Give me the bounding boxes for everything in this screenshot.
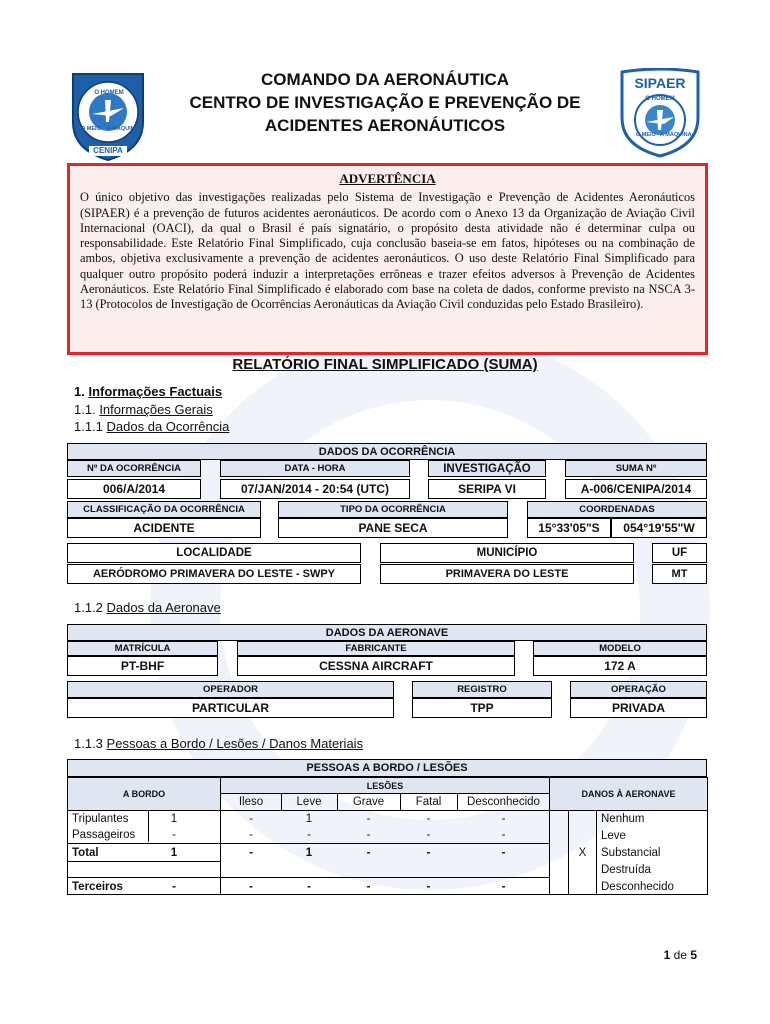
warning-title: ADVERTÊNCIA <box>339 171 436 186</box>
damage-item-destruida: Destruída <box>601 863 651 876</box>
total-leve: 1 <box>305 846 313 859</box>
occurrence-investigation-value: SERIPA VI <box>428 479 546 499</box>
section-1-1-heading <box>74 402 213 417</box>
occurrence-coordinates-label: COORDENADAS <box>527 501 707 518</box>
section-1-1-2-heading <box>74 600 221 615</box>
tripulantes-grave: - <box>366 813 371 825</box>
occurrence-classification-label: CLASSIFICAÇÃO DA OCORRÊNCIA <box>67 501 261 518</box>
row-terceiros-label: Terceiros <box>72 880 123 893</box>
row-tripulantes-label: Tripulantes <box>72 813 129 825</box>
row-passageiros-label: Passageiros <box>72 829 136 841</box>
occurrence-locality-label: LOCALIDADE <box>67 543 361 563</box>
page-current: 1 <box>663 948 671 962</box>
occurrence-investigation-label: INVESTIGAÇÃO <box>428 460 546 477</box>
row-total-aboard: 1 <box>170 846 178 859</box>
tripulantes-desconhecido: - <box>501 813 506 825</box>
people-damage-label: DANOS À AERONAVE <box>581 789 676 799</box>
section-1-1-3-heading <box>74 736 363 751</box>
damage-mark-desconhecido <box>569 878 596 895</box>
aircraft-operation-value: PRIVADA <box>570 698 707 718</box>
passageiros-ileso: - <box>249 829 253 841</box>
damage-mark-substancial: X <box>578 846 587 859</box>
damage-mark-leve <box>569 827 596 844</box>
grid-line <box>221 793 549 794</box>
section-1-1-1-number: 1.1.1 <box>74 419 103 434</box>
terceiros-grave: - <box>366 880 371 893</box>
aircraft-header: DADOS DA AERONAVE <box>67 624 707 641</box>
cenipa-logo-ring-left: O MEIO <box>81 126 101 132</box>
injury-col-leve: Leve <box>296 796 322 808</box>
occurrence-uf-label: UF <box>652 543 707 563</box>
damage-item-desconhecido: Desconhecido <box>601 880 674 893</box>
terceiros-ileso: - <box>249 880 253 893</box>
grid-line <box>400 794 401 810</box>
occurrence-uf-value: MT <box>652 564 707 584</box>
occurrence-locality-value: AERÓDROMO PRIMAVERA DO LESTE - SWPY <box>67 564 361 584</box>
damage-item-substancial: Substancial <box>601 846 661 859</box>
tripulantes-fatal: - <box>426 813 431 825</box>
row-passageiros-aboard: - <box>172 829 176 841</box>
total-fatal: - <box>426 846 431 859</box>
grid-line <box>457 794 458 810</box>
title-line-2: CENTRO DE INVESTIGAÇÃO E PREVENÇÃO DE <box>189 93 581 112</box>
aircraft-registration-value: PT-BHF <box>67 656 218 676</box>
aircraft-model-label: MODELO <box>533 641 707 656</box>
occurrence-latitude-value: 15°33'05"S <box>527 518 611 538</box>
section-1-1-1-title: Dados da Ocorrência <box>106 419 230 434</box>
people-header: PESSOAS A BORDO / LESÕES <box>67 759 707 777</box>
section-1-1-2-title: Dados da Aeronave <box>106 600 221 615</box>
passageiros-desconhecido: - <box>501 829 506 841</box>
aircraft-registry-value: TPP <box>412 698 552 718</box>
occurrence-longitude-value: 054°19'55"W <box>611 518 707 538</box>
injury-col-fatal: Fatal <box>415 796 442 808</box>
tripulantes-leve: 1 <box>305 813 313 825</box>
cenipa-logo-ring-right: A MÁQUINA <box>107 126 139 132</box>
aircraft-manufacturer-value: CESSNA AIRCRAFT <box>237 656 515 676</box>
cenipa-logo-ring-top: O HOMEM <box>94 90 124 96</box>
injury-col-desconhecido: Desconhecido <box>467 796 540 808</box>
row-tripulantes-aboard: 1 <box>170 813 178 825</box>
page-of: de <box>673 948 687 962</box>
occurrence-classification-value: ACIDENTE <box>67 518 261 538</box>
damage-mark-destruida <box>569 861 596 878</box>
sipaer-logo-ring-top: O HOMEM <box>645 96 675 102</box>
occurrence-number-label: Nº DA OCORRÊNCIA <box>67 460 201 477</box>
occurrence-type-label: TIPO DA OCORRÊNCIA <box>278 501 508 518</box>
row-total-label: Total <box>72 846 99 859</box>
report-title: RELATÓRIO FINAL SIMPLIFICADO (SUMA) <box>232 356 538 373</box>
grid-line <box>281 794 282 810</box>
aircraft-registry-label: REGISTRO <box>412 681 552 698</box>
warning-body: O único objetivo das investigações realizadas pelo Sistema de Investigação e Prevenção de Acidentes Aeronáuticos (SIPAER) é a prevenção de futuros acidentes aeronáuticos. De acordo com o Anexo 13 da Organização de Aviação Civil Internacional (OACI), da qual o Brasil é país signatário, o propósito desta atividade não é determinar culpa ou responsabilidade. Este Relatório Final Simplificado, cuja conclusão baseia-se em fatos, hipóteses ou na combinação de ambos, objetiva exclusivamente a prevenção de acidentes aeronáuticos. O uso deste Relatório Final Simplificado para qualquer outro propósito poderá induzir a interpretações errôneas e trazer efeitos adversos à Prevenção de Acidentes Aeronáuticos. Este Relatório Final Simplificado é elaborado com base na coleta de dados, conforme previsto na NSCA 3-13 (Protocolos de Investigação de Ocorrências Aeronáuticas da Aviação Civil conduzidas pelo Estado Brasileiro). <box>80 190 695 312</box>
sipaer-logo-ring-left: O MEIO <box>636 132 656 138</box>
page-total: 5 <box>690 948 697 962</box>
cenipa-logo <box>67 70 149 162</box>
occurrence-municipality-label: MUNICÍPIO <box>380 543 634 563</box>
people-injuries-label: LESÕES <box>366 780 404 791</box>
injury-col-ileso: Ileso <box>238 796 264 808</box>
terceiros-fatal: - <box>426 880 431 893</box>
injury-col-grave: Grave <box>352 796 385 808</box>
total-grave: - <box>366 846 371 859</box>
occurrence-municipality-value: PRIMAVERA DO LESTE <box>380 564 634 584</box>
occurrence-type-value: PANE SECA <box>278 518 508 538</box>
aircraft-manufacturer-label: FABRICANTE <box>237 641 515 656</box>
document-header-title <box>150 68 620 137</box>
page-number <box>664 948 697 962</box>
aircraft-model-value: 172 A <box>533 656 707 676</box>
section-1-1-2-number: 1.1.2 <box>74 600 103 615</box>
row-terceiros-aboard: - <box>172 880 176 893</box>
section-1-1-3-title: Pessoas a Bordo / Lesões / Danos Materiais <box>106 736 364 751</box>
occurrence-suma-value: A-006/CENIPA/2014 <box>565 479 707 499</box>
section-1-heading <box>74 384 222 399</box>
total-desconhecido: - <box>501 846 506 859</box>
sipaer-logo-ring-right: A MÁQUINA <box>660 132 692 138</box>
aircraft-operation-label: OPERAÇÃO <box>570 681 707 698</box>
occurrence-number-value: 006/A/2014 <box>67 479 201 499</box>
aircraft-registration-label: MATRÍCULA <box>67 641 218 656</box>
grid-line <box>67 861 221 862</box>
sipaer-logo <box>618 68 702 158</box>
occurrence-header: DADOS DA OCORRÊNCIA <box>67 443 707 460</box>
occurrence-date-value: 07/JAN/2014 - 20:54 (UTC) <box>220 479 410 499</box>
section-1-1-3-number: 1.1.3 <box>74 736 103 751</box>
section-1-title: Informações Factuais <box>88 384 223 399</box>
grid-line <box>337 794 338 810</box>
tripulantes-ileso: - <box>249 813 253 825</box>
occurrence-suma-label: SUMA Nº <box>565 460 707 477</box>
title-line-3: ACIDENTES AERONÁUTICOS <box>264 116 506 135</box>
damage-mark-nenhum <box>569 811 596 827</box>
terceiros-desconhecido: - <box>501 880 506 893</box>
passageiros-fatal: - <box>426 829 431 841</box>
passageiros-leve: - <box>307 829 311 841</box>
section-1-1-1-heading <box>74 419 229 434</box>
sipaer-logo-text: SIPAER <box>634 75 686 91</box>
section-1-1-title: Informações Gerais <box>99 402 213 417</box>
aircraft-operator-value: PARTICULAR <box>67 698 394 718</box>
people-aboard-label: A BORDO <box>122 789 166 799</box>
occurrence-date-label: DATA - HORA <box>220 460 410 477</box>
passageiros-grave: - <box>366 829 371 841</box>
aircraft-operator-label: OPERADOR <box>67 681 394 698</box>
terceiros-leve: - <box>307 880 311 893</box>
cenipa-logo-text: CENIPA <box>93 146 123 155</box>
damage-item-nenhum: Nenhum <box>601 813 645 825</box>
damage-item-leve: Leve <box>601 829 626 842</box>
total-ileso: - <box>249 846 253 859</box>
title-line-1: COMANDO DA AERONÁUTICA <box>260 70 510 89</box>
section-1-number: 1. <box>74 384 85 399</box>
warning-box <box>67 163 708 355</box>
section-1-1-number: 1.1. <box>74 402 96 417</box>
